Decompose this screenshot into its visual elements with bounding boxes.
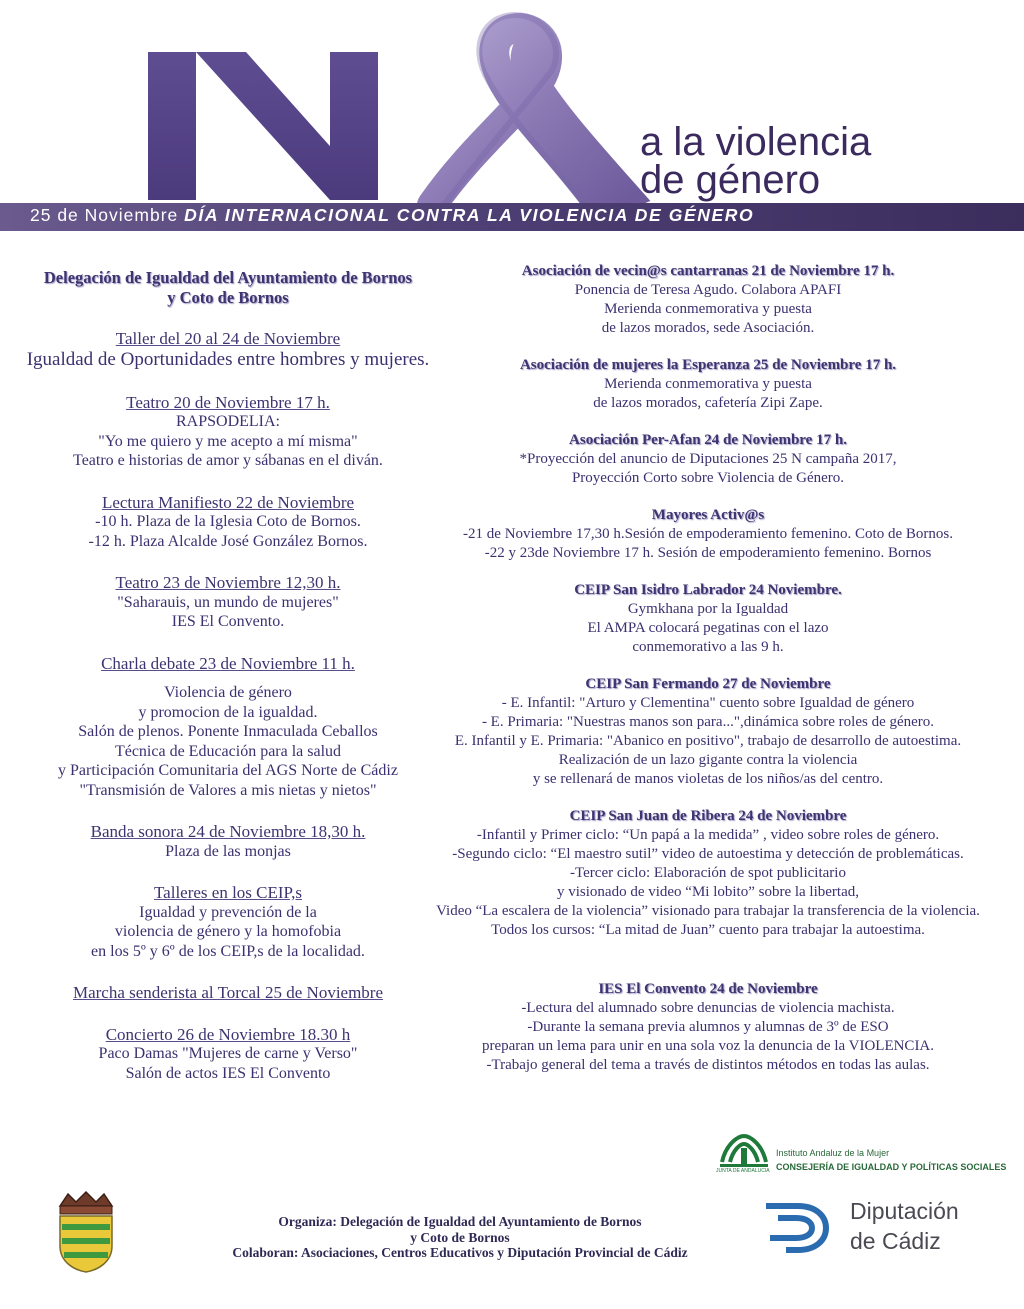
event-block <box>0 1025 456 1084</box>
event-block <box>402 506 1014 563</box>
event-title: Asociación de mujeres la Esperanza 25 de Noviembre 17 h. <box>519 357 897 373</box>
event-title: CEIP San Fermando 27 de Noviembre <box>585 676 831 692</box>
event-line: Realización de un lazo gigante contra la violencia <box>558 752 858 768</box>
event-title: Charla debate 23 de Noviembre 11 h. <box>101 653 355 673</box>
event-line: Ponencia de Teresa Agudo. Colabora APAFI <box>574 282 842 298</box>
event-line: -Lectura del alumnado sobre denuncias de violencia machista. <box>521 1000 895 1016</box>
event-line: de lazos morados, sede Asociación. <box>601 320 815 336</box>
event-line: y promocion de la igualdad. <box>138 703 318 721</box>
event-title: Concierto 26 de Noviembre 18.30 h <box>105 1024 351 1044</box>
footer-colaboran: Colaboran: Asociaciones, Centros Educativos y Diputación Provincial de Cádiz <box>232 1245 688 1260</box>
event-line: y se rellenará de manos violetas de los niños/as del centro. <box>532 771 884 787</box>
footer-organiza-2: y Coto de Bornos <box>410 1229 510 1245</box>
diputacion-line-2: de Cádiz <box>850 1228 941 1254</box>
junta-label: JUNTA DE ANDALUCIA <box>716 1168 770 1174</box>
event-title: Mayores Activ@s <box>651 507 765 523</box>
event-line: Salón de actos IES El Convento <box>125 1064 331 1082</box>
event-block <box>402 807 1014 940</box>
event-block <box>402 356 1014 413</box>
event-title: Talleres en los CEIP,s <box>153 883 302 902</box>
event-line: - E. Primaria: "Nuestras manos son para...",dinámica sobre roles de género. <box>481 714 935 730</box>
event-title: Delegación de Igualdad del Ayuntamiento de Bornos <box>43 268 413 287</box>
diputacion-icon <box>762 1202 836 1254</box>
event-line: "Yo me quiero y me acepto a mí misma" <box>98 432 358 450</box>
event-title: CEIP San Isidro Labrador 24 Noviembre. <box>574 582 842 598</box>
band-title: DÍA INTERNACIONAL CONTRA LA VIOLENCIA DE GÉNERO <box>184 205 755 225</box>
event-line: Video “La escalera de la violencia” visionado para trabajar la transferencia de la violencia. <box>436 903 980 919</box>
event-line: Igualdad de Oportunidades entre hombres y mujeres. <box>26 348 430 370</box>
ribbon-icon <box>432 15 625 225</box>
event-title: Asociación Per-Afan 24 de Noviembre 17 h. <box>569 432 847 448</box>
event-line: "Transmisión de Valores a mis nietas y nietos" <box>79 781 377 799</box>
event-line: -22 y 23de Noviembre 17 h. Sesión de empoderamiento femenino. Bornos <box>484 545 932 561</box>
iam-logo <box>716 1132 1006 1182</box>
event-line: RAPSODELIA: <box>175 413 280 430</box>
event-block <box>402 431 1014 488</box>
event-line: Merienda conmemorativa y puesta <box>604 376 812 392</box>
event-line: -Infantil y Primer ciclo: “Un papá a la medida” , video sobre roles de género. <box>476 827 940 843</box>
event-line: Gymkhana por la Igualdad <box>627 601 789 617</box>
event-line: y Participación Comunitaria del AGS Norte de Cádiz <box>58 762 398 779</box>
diputacion-logo <box>762 1196 992 1258</box>
event-line: Plaza de las monjas <box>165 842 291 860</box>
big-n-letter <box>148 52 378 200</box>
event-line: "Saharauis, un mundo de mujeres" <box>117 593 339 611</box>
footer-organiza: Organiza: Delegación de Igualdad del Ayuntamiento de Bornos <box>278 1214 642 1229</box>
event-line: Salón de plenos. Ponente Inmaculada Ceballos <box>78 723 378 740</box>
event-block <box>0 393 456 471</box>
event-block <box>402 581 1014 657</box>
event-title: Lectura Manifiesto 22 de Noviembre <box>101 492 355 512</box>
event-line: E. Infantil y E. Primaria: "Abanico en positivo", trabajo de desarrollo de autoestima. <box>454 733 962 749</box>
left-column <box>0 268 456 1083</box>
event-line: Todos los cursos: “La mitad de Juan” cuento para trabajar la autoestima. <box>491 922 925 938</box>
event-block <box>0 268 456 307</box>
event-block <box>0 573 456 632</box>
event-line: violencia de género y la homofobia <box>114 923 342 940</box>
event-line: Merienda conmemorativa y puesta <box>604 301 812 317</box>
event-line: Igualdad y prevención de la <box>139 903 317 921</box>
event-line: -Trabajo general del tema a través de distintos métodos en todas las aulas. <box>486 1057 930 1073</box>
event-line: y visionado de video “Mi lobito” sobre la libertad, <box>556 884 859 900</box>
event-line: -12 h. Plaza Alcalde José González Bornos. <box>88 532 368 550</box>
event-line <box>0 673 456 683</box>
event-block <box>0 329 456 371</box>
event-title: Asociación de vecin@s cantarranas 21 de Noviembre 17 h. <box>521 263 895 279</box>
event-line: Proyección Corto sobre Violencia de Género. <box>571 470 845 486</box>
event-title: CEIP San Juan de Ribera 24 de Noviembre <box>569 808 847 824</box>
bornos-coat-of-arms-icon <box>50 1190 122 1274</box>
event-line: -Durante la semana previa alumnos y alumnas de 3º de ESO <box>527 1019 889 1035</box>
event-line: -10 h. Plaza de la Iglesia Coto de Bornos. <box>95 513 361 530</box>
event-block <box>0 983 456 1003</box>
event-line: -21 de Noviembre 17,30 h.Sesión de empoderamiento femenino. Coto de Bornos. <box>463 526 953 542</box>
event-line: preparan un lema para unir en una sola voz la denuncia de la VIOLENCIA. <box>481 1038 935 1054</box>
band-text <box>30 205 754 226</box>
event-block <box>0 654 456 801</box>
event-line: en los 5º y 6º de los CEIP,s de la localidad. <box>91 942 365 960</box>
event-block <box>402 675 1014 789</box>
header-banner <box>0 0 1024 250</box>
event-line: Técnica de Educación para la salud <box>114 742 342 760</box>
event-block <box>0 822 456 861</box>
tagline-line-2: de género <box>640 158 821 202</box>
band-date: 25 de Noviembre <box>30 205 179 225</box>
event-line: -Tercer ciclo: Elaboración de spot publicitario <box>570 865 846 881</box>
event-block <box>402 262 1014 338</box>
iam-line-1: Instituto Andaluz de la Mujer <box>776 1148 890 1158</box>
event-title: Teatro 23 de Noviembre 12,30 h. <box>115 573 341 592</box>
event-line: El AMPA colocará pegatinas con el lazo <box>587 620 829 636</box>
iam-line-2: CONSEJERÍA DE IGUALDAD Y POLÍTICAS SOCIALES <box>776 1162 1007 1172</box>
event-block <box>0 883 456 961</box>
event-line: IES El Convento. <box>171 613 285 630</box>
event-block <box>0 493 456 552</box>
event-line: -Segundo ciclo: “El maestro sutil” video de autoestima y detección de problemáticas. <box>452 846 964 862</box>
event-line: de lazos morados, cafetería Zipi Zape. <box>593 395 823 411</box>
event-line: Paco Damas "Mujeres de carne y Verso" <box>98 1045 358 1062</box>
event-line: Teatro e historias de amor y sábanas en el diván. <box>73 452 383 469</box>
event-title: Marcha senderista al Torcal 25 de Noviembre <box>72 983 384 1002</box>
event-line: - E. Infantil: "Arturo y Clementina" cuento sobre Igualdad de género <box>501 695 915 711</box>
event-line: conmemorativo a las 9 h. <box>632 639 784 655</box>
diputacion-line-1: Diputación <box>850 1198 959 1224</box>
event-title: Taller del 20 al 24 de Noviembre <box>115 329 341 348</box>
footer-credits <box>150 1214 770 1261</box>
event-block <box>402 980 1014 1075</box>
event-line: Violencia de género <box>164 684 292 701</box>
event-title: y Coto de Bornos <box>167 287 289 307</box>
right-column <box>402 262 1014 1075</box>
event-line: *Proyección del anuncio de Diputaciones 25 N campaña 2017, <box>519 451 897 467</box>
tagline-line-1: a la violencia <box>640 120 872 164</box>
event-title: Banda sonora 24 de Noviembre 18,30 h. <box>90 822 366 841</box>
event-title: IES El Convento 24 de Noviembre <box>598 981 818 997</box>
event-title: Teatro 20 de Noviembre 17 h. <box>126 392 330 412</box>
